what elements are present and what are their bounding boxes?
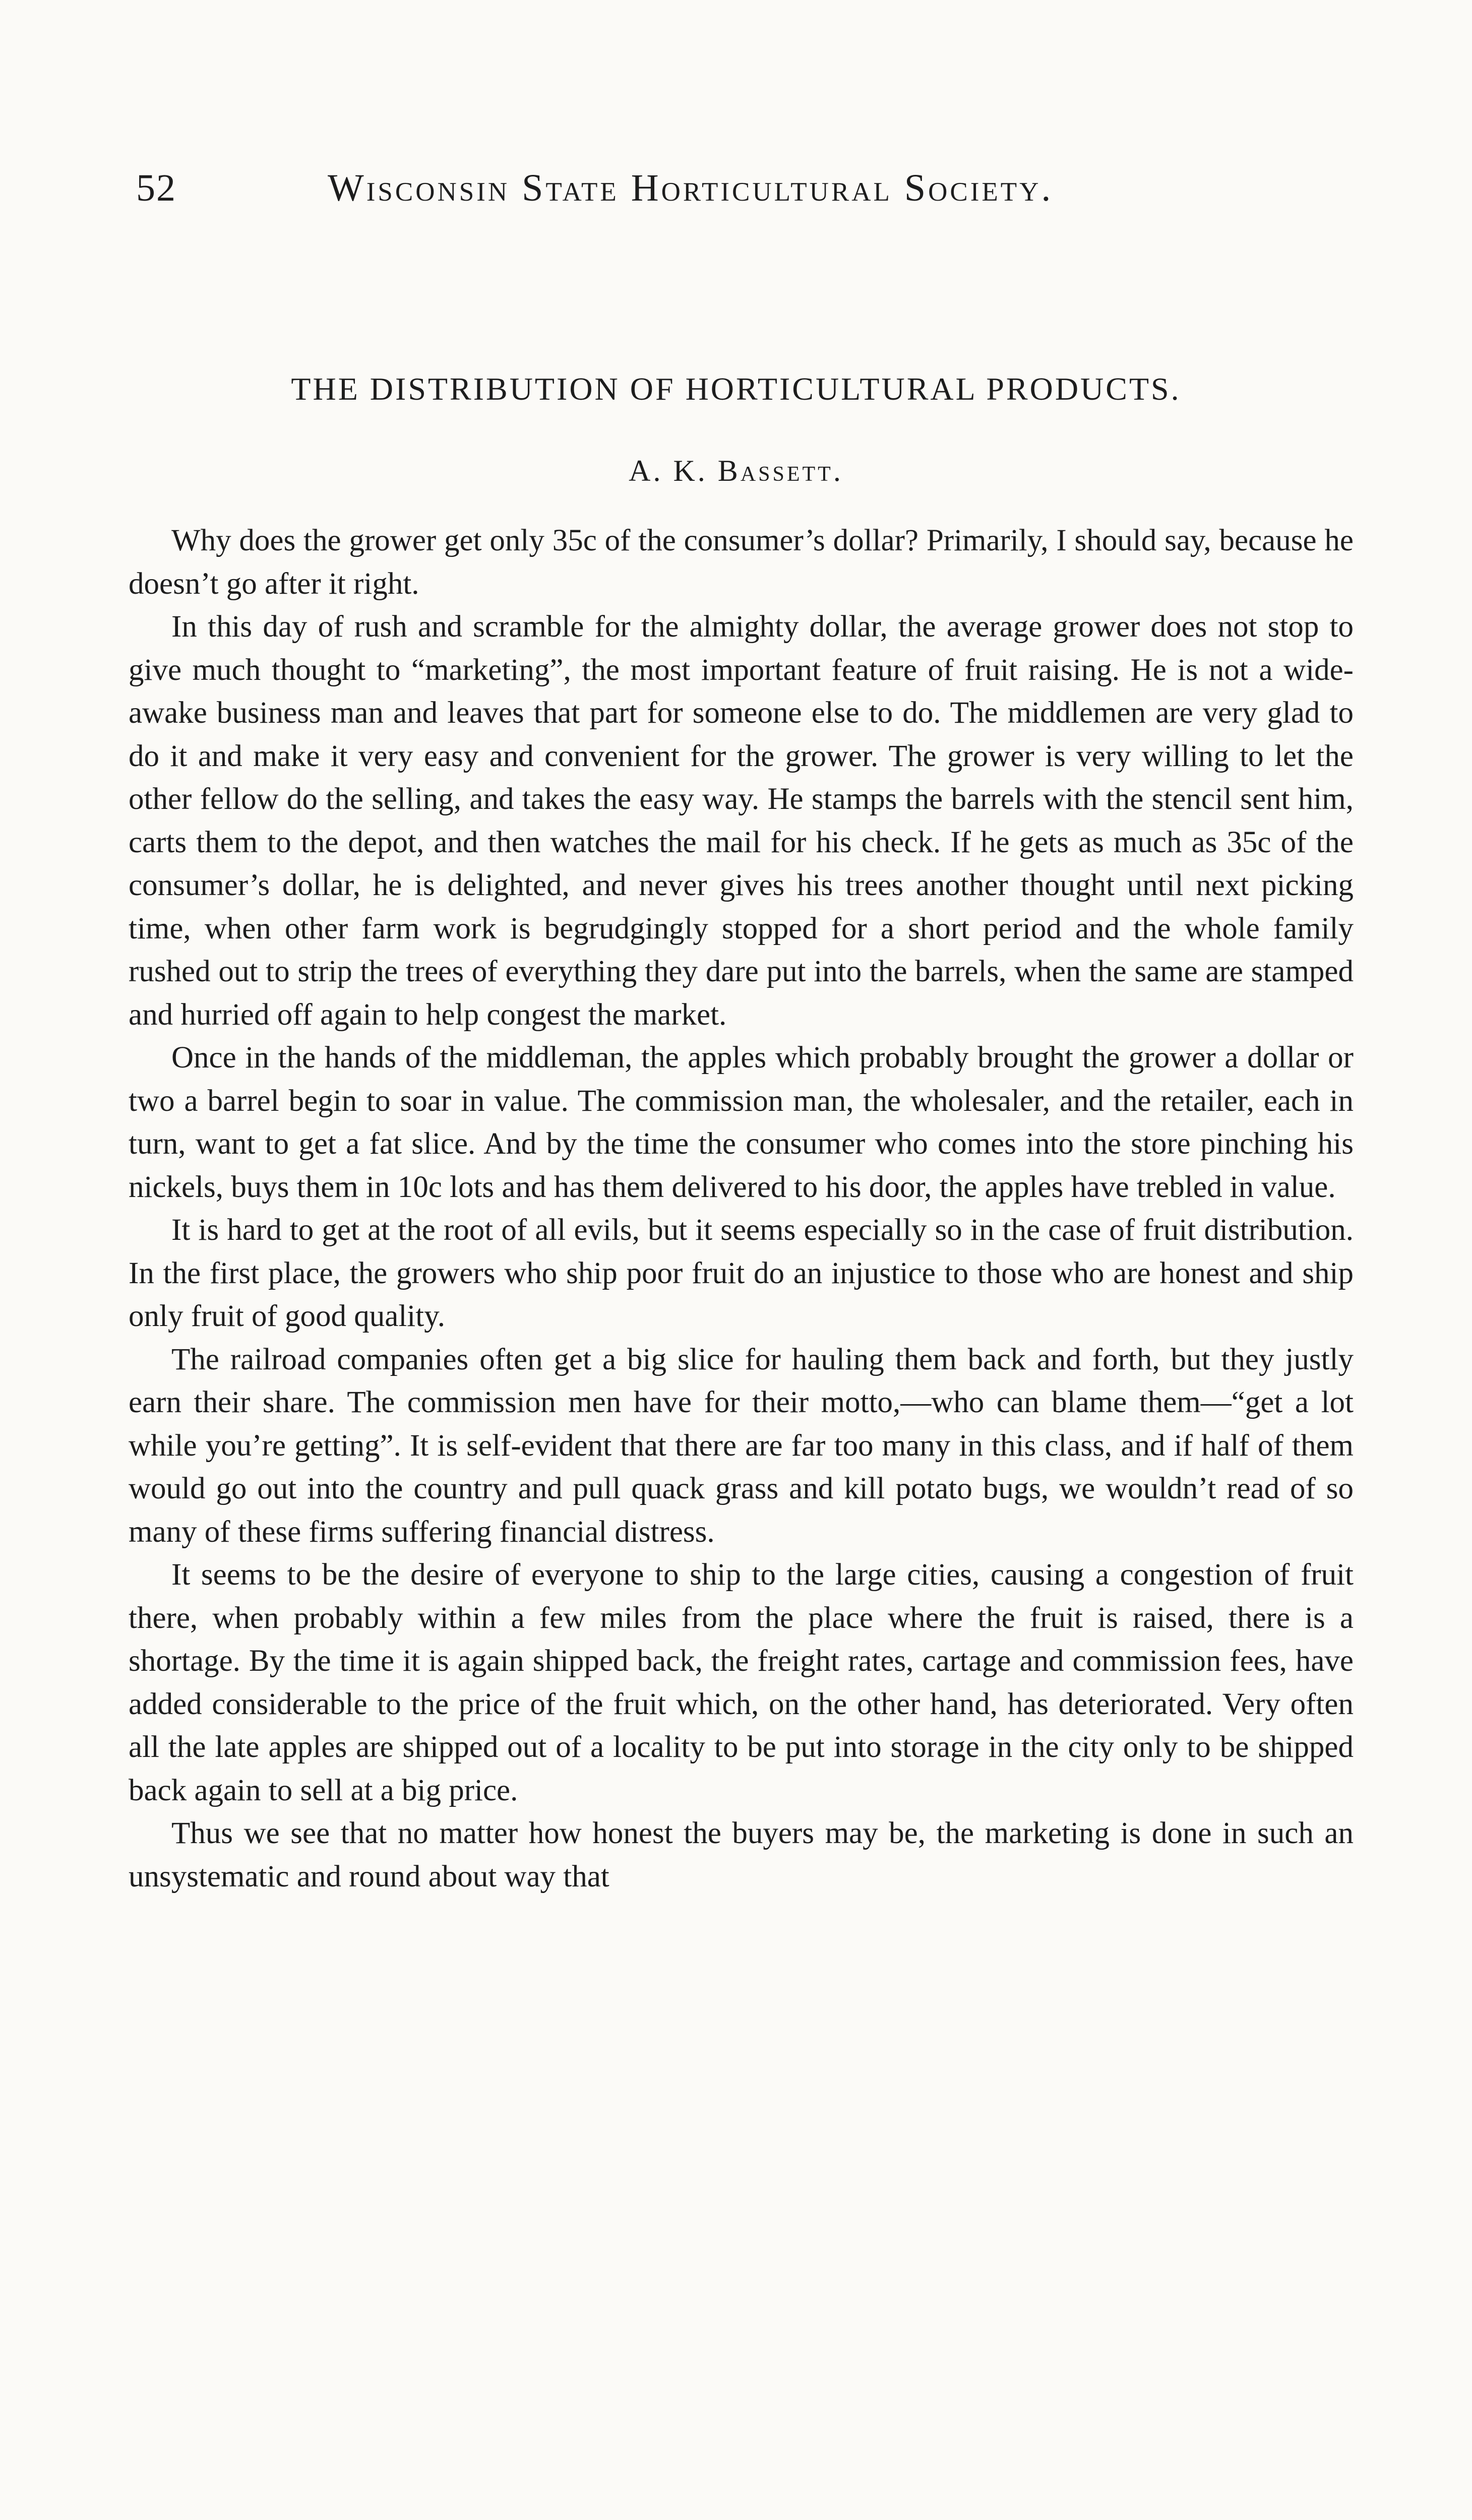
paragraph-3: Once in the hands of the middleman, the apples which probably brought the grower a dollar or two a barrel begin to soar in value. The commission man, the wholesaler, and the retailer, each in turn, want to get a fat slice. And by the time the consumer who comes into the store pinching his nickels, buys them in 10c lots and has them delivered to his door, the apples have trebled in value. bbox=[129, 1041, 1354, 1204]
paragraph-5: The railroad companies often get a big slice for hauling them back and forth, but they justly earn their share. The commission men have for their motto,—who can blame them—“get a lot while you’re getting”. It is self-evident that there are far too many in this class, and if half of them would go out into the country and pull quack grass and kill potato bugs, we wouldn’t read of so many of these firms suffering financial distress. bbox=[129, 1342, 1354, 1549]
article-body bbox=[129, 519, 1354, 1898]
paragraph-1: Why does the grower get only 35c of the consumer’s dollar? Primarily, I should say, because he doesn’t go after it right. bbox=[129, 524, 1354, 601]
journal-title: Wisconsin State Horticultural Society. bbox=[328, 167, 1054, 209]
article-title: THE DISTRIBUTION OF HORTICULTURAL PRODUCTS. bbox=[291, 371, 1181, 407]
article-author: A. K. Bassett. bbox=[629, 454, 843, 487]
paragraph-4: It is hard to get at the root of all evils, but it seems especially so in the case of fruit distribution. In the first place, the growers who ship poor fruit do an injustice to those who are honest and ship only fruit of good quality. bbox=[129, 1213, 1354, 1333]
page-number: 52 bbox=[136, 167, 176, 209]
running-head bbox=[136, 166, 1346, 222]
paragraph-6: It seems to be the desire of everyone to ship to the large cities, causing a congestion of fruit there, when probably within a few miles from the place where the fruit is raised, there is a shortage. By the time it is again shipped back, the freight rates, cartage and commission fees, have added considerable to the price of the fruit which, on the other hand, has deteriorated. Very often all the late apples are shipped out of a locality to be put into storage in the city only to be shipped back again to sell at a big price. bbox=[129, 1558, 1354, 1807]
paragraph-7: Thus we see that no matter how honest the buyers may be, the marketing is done in such an unsystematic and round about way that bbox=[129, 1816, 1354, 1894]
paragraph-2: In this day of rush and scramble for the almighty dollar, the average grower does not stop to give much thought to “marketing”, the most important feature of fruit raising. He is not a wide-awake business man and leaves that part for someone else to do. The middlemen are very glad to do it and make it very easy and convenient for the grower. The grower is very willing to let the other fellow do the selling, and takes the easy way. He stamps the barrels with the stencil sent him, carts them to the depot, and then watches the mail for his check. If he gets as much as 35c of the consumer’s dollar, he is delighted, and never gives his trees another thought until next picking time, when other farm work is begrudgingly stopped for a short period and the whole family rushed out to strip the trees of everything they dare put into the barrels, when the same are stamped and hurried off again to help congest the market. bbox=[129, 610, 1354, 1032]
